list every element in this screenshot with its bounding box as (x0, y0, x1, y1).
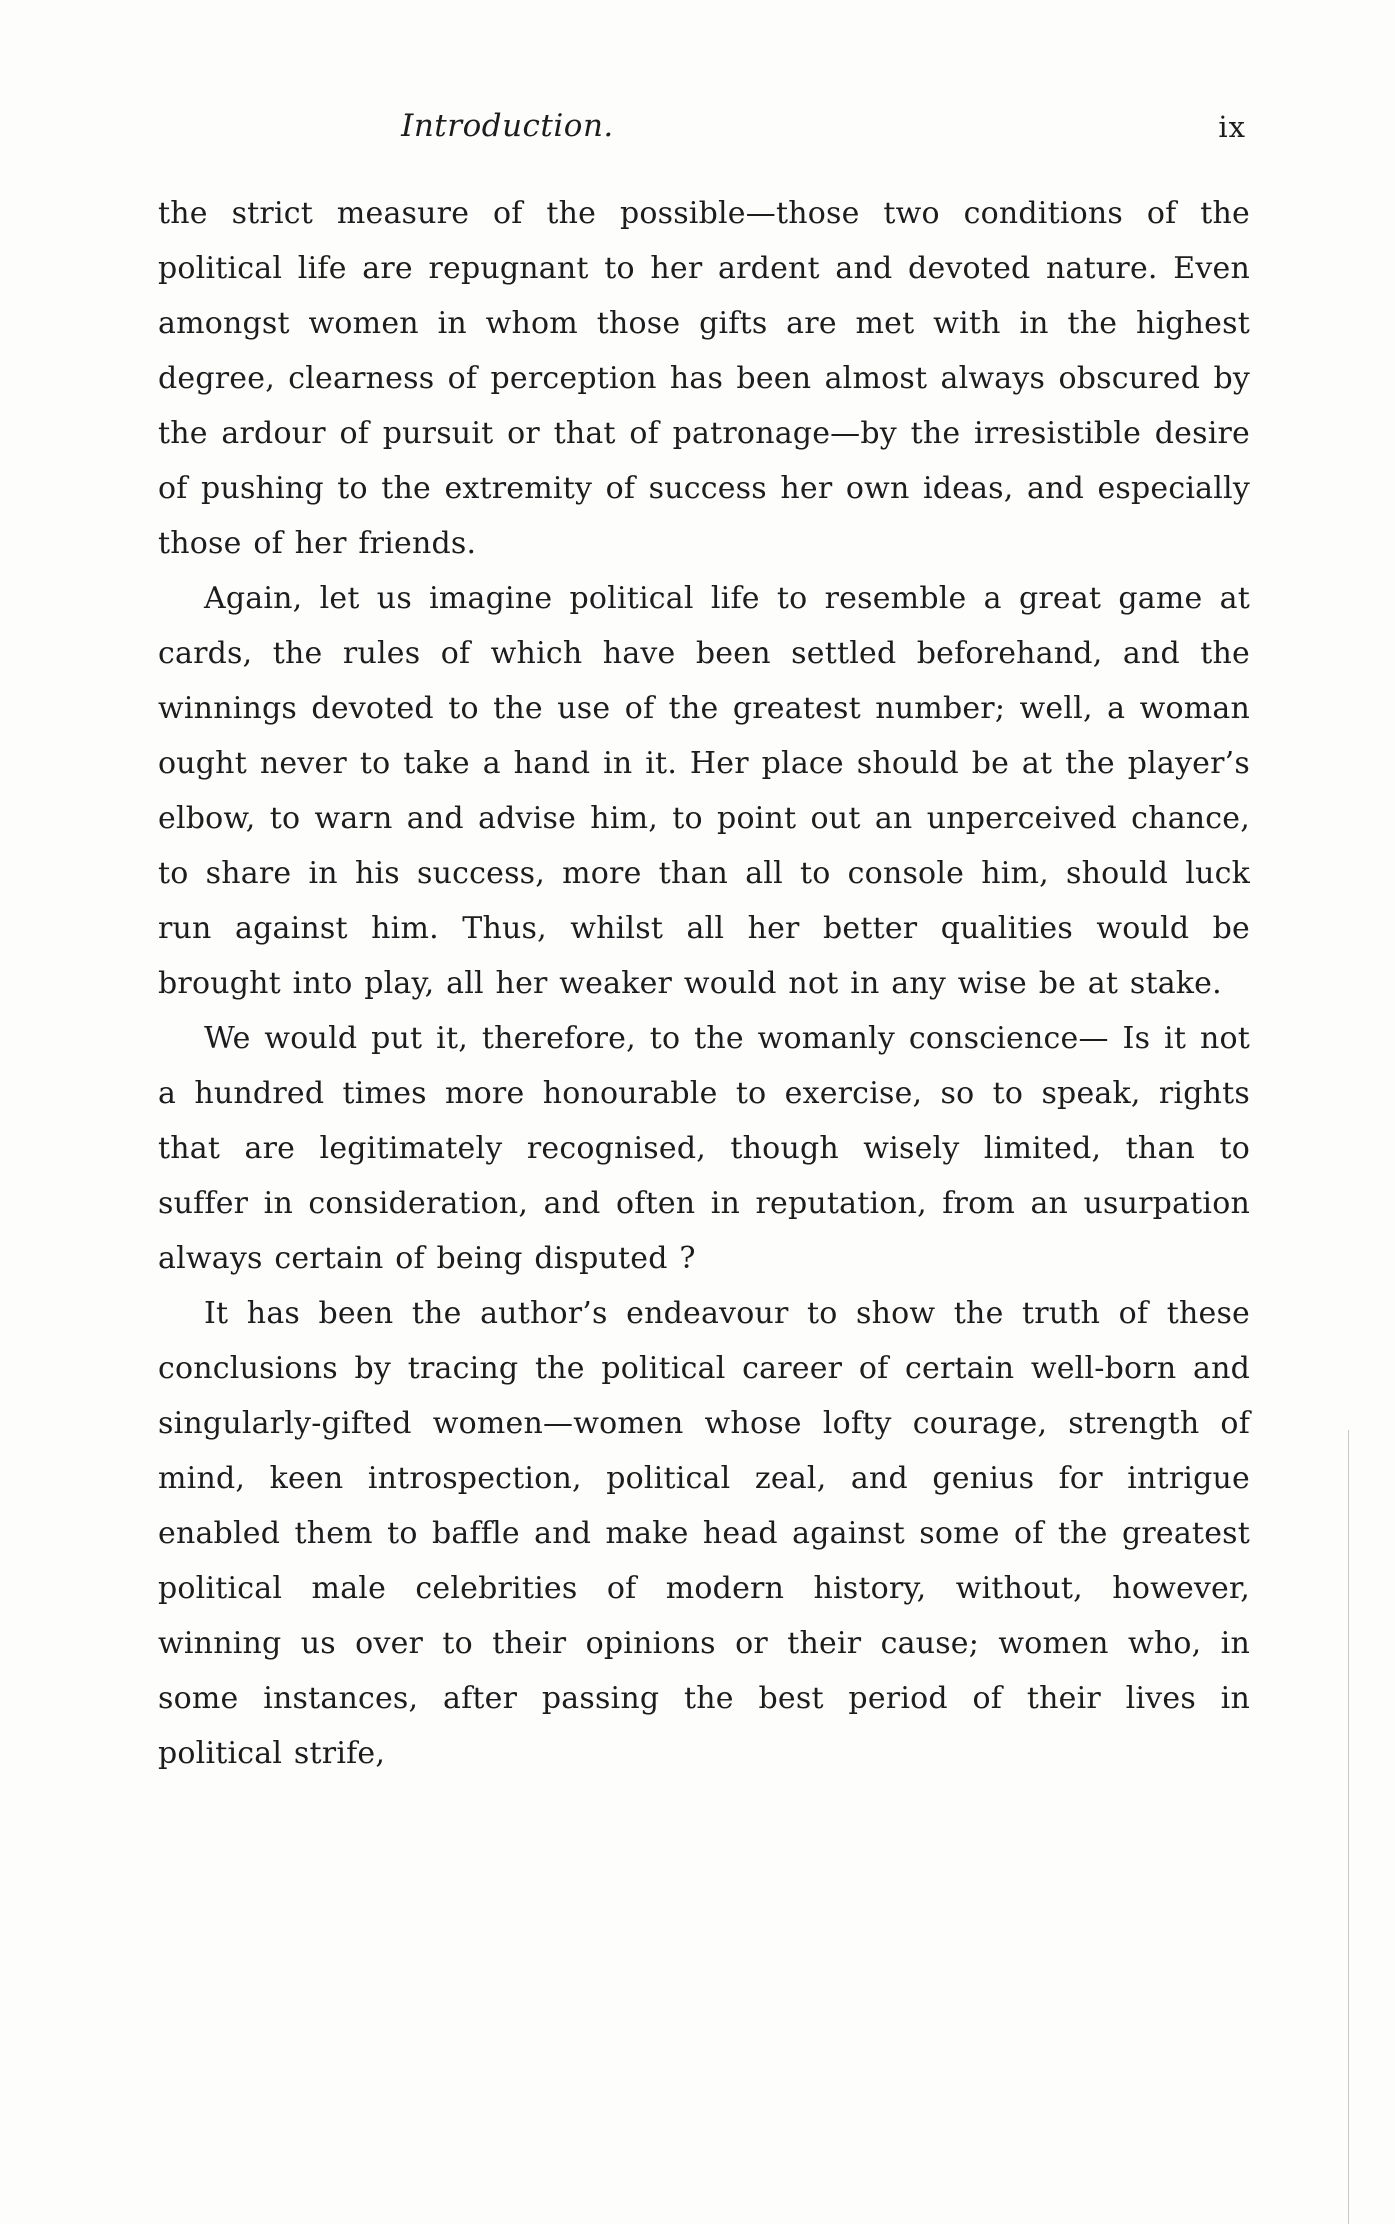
running-head (158, 108, 1250, 186)
paragraph: the strict measure of the possible—those two conditions of the political life are repugnant to her ardent and devoted nature. Even amongst women in whom those gifts are met with in the highest degree, clearness of perception has been almost always obscured by the ardour of pursuit or that of patronage—by the irresistible desire of pushing to the extremity of success her own ideas, and especially those of her friends. (158, 196, 1250, 561)
page-number: ix (1218, 110, 1246, 144)
paragraph: It has been the author’s endeavour to show the truth of these conclusions by tracing the political career of certain well-born and singularly-gifted women—women whose lofty courage, strength of mind, keen introspection, political zeal, and genius for intrigue enabled them to baffle and make head against some of the greatest political male celebrities of modern history, without, however, winning us over to their opinions or their cause; women who, in some instances, after passing the best period of their lives in political strife, (158, 1296, 1250, 1771)
body-text (158, 186, 1250, 1781)
paragraph: We would put it, therefore, to the womanly conscience— Is it not a hundred times more honourable to exercise, so to speak, rights that are legitimately recognised, though wisely limited, than to suffer in consideration, and often in reputation, from an usurpation always certain of being disputed ? (158, 1021, 1250, 1276)
page-edge-line (1348, 1430, 1349, 2224)
paragraph: Again, let us imagine political life to resemble a great game at cards, the rules of which have been settled beforehand, and the winnings devoted to the use of the greatest number; well, a woman ought never to take a hand in it. Her place should be at the player’s elbow, to warn and advise him, to point out an unperceived chance, to share in his success, more than all to console him, should luck run against him. Thus, whilst all her better qualities would be brought into play, all her weaker would not in any wise be at stake. (158, 581, 1250, 1001)
text-block (158, 108, 1250, 1781)
running-title: Introduction. (401, 108, 614, 144)
